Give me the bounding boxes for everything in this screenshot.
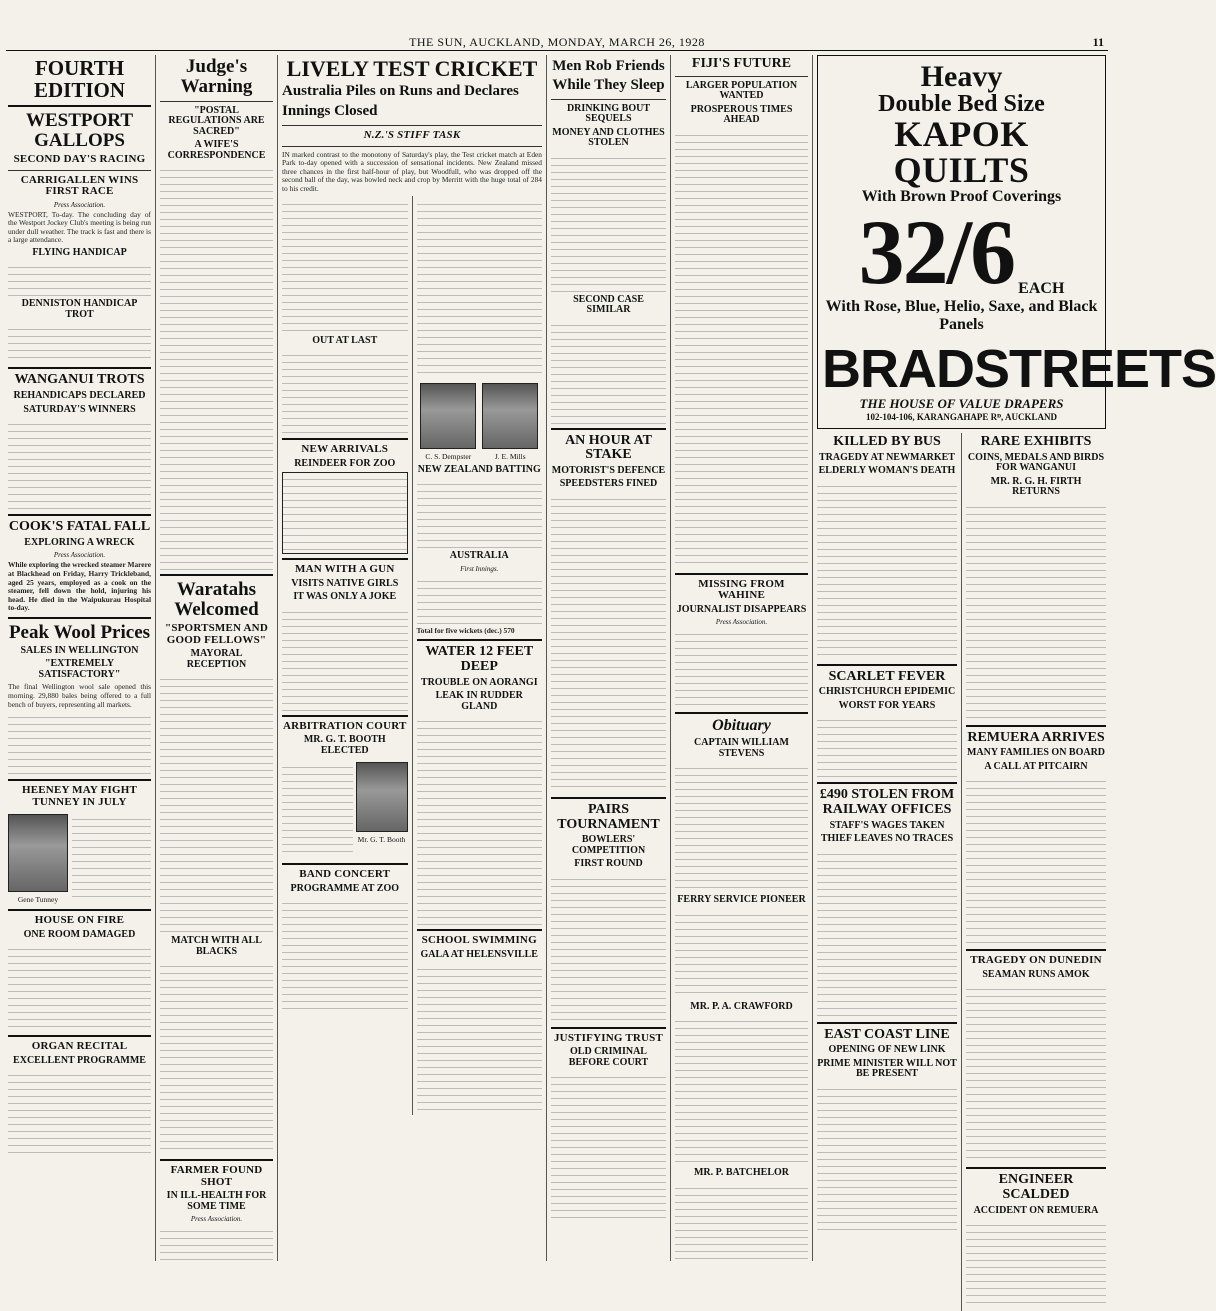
booth-photo [356,762,408,832]
waratahs-headline: Waratahs Welcomed [174,579,259,621]
ad-each: EACH [1018,280,1065,297]
farmer-press: Press Association. [190,1215,243,1224]
nz-batting-text [417,478,543,548]
bus-headline: KILLED BY BUS [833,434,941,449]
fiji-sub2: PROSPEROUS TIMES AHEAD [690,103,793,126]
cricket-col-b [417,198,543,378]
page-number: 11 [1092,35,1104,49]
dunedin-sub: SEAMAN RUNS AMOK [982,968,1090,980]
remuera-text [966,775,1106,945]
arrivals-sub: REINDEER FOR ZOO [294,457,396,469]
stolen-sub2: THIEF LEAVES NO TRACES [820,833,954,845]
remuera-headline: REMUERA ARRIVES [967,729,1105,745]
westport-press: Press Association. [53,200,106,209]
column-5 [671,55,813,1261]
scorecard [417,575,543,625]
column-3 [278,55,546,1261]
scarlet-sub2: WORST FOR YEARS [838,699,936,711]
first-innings: First Innings. [460,564,499,573]
judge-text [160,164,273,570]
stolen-sub: STAFF'S WAGES TAKEN [829,819,945,831]
pairs-sub: BOWLERS' COMPETITION [571,834,646,856]
remuera-sub2: A CALL AT PITCAIRN [984,760,1088,772]
hour-sub: MOTORIST'S DEFENCE [551,464,666,476]
wanganui-sub: REHANDICAPS DECLARED [13,390,146,402]
hour-sub2: SPEEDSTERS FINED [559,478,658,490]
bus-sub: TRAGEDY AT NEWMARKET [819,451,955,463]
dempster-photo [420,383,476,449]
wool-text: The final Wellington wool sale opened this morning. 29,880 bales being offered to a full bench of buyers, representing all markets. [8,682,151,709]
trust-text [551,1071,666,1221]
crawford-sub: MR. P. A. CRAWFORD [690,1000,793,1012]
house-headline: HOUSE ON FIRE [34,914,125,927]
eastcoast-headline: EAST COAST LINE [824,1026,950,1042]
column-4 [546,55,671,1261]
wool-sub: SALES IN WELLINGTON [20,644,139,656]
school-headline: SCHOOL SWIMMING [421,934,537,947]
robbers-sub2: MONEY AND CLOTHES STOLEN [552,126,665,148]
engineer-headline: ENGINEER SCALDED [998,1172,1074,1203]
trot-results-text [8,323,151,363]
cook-press: Press Association. [53,551,106,560]
exhibits-sub2: MR. R. G. H. FIRTH RETURNS [990,475,1082,498]
heeney-headline: HEENEY MAY FIGHT TUNNEY IN JULY [21,784,138,808]
fiji-text [675,129,808,569]
engineer-sub: ACCIDENT ON REMUERA [973,1204,1099,1216]
ad-slogan: THE HOUSE OF VALUE DRAPERS [859,396,1064,411]
hour-text [551,493,666,793]
wanganui-sub2: SATURDAY'S WINNERS [23,403,136,415]
pairs-text [551,873,666,1023]
organ-sub: EXCELLENT PROGRAMME [13,1054,146,1066]
westport-text: WESTPORT, To-day. The concluding day of the Westport Jockey Club's meeting is being run under dull weather. The track is fast and there is a large attendance. [8,209,151,245]
robbers-sub: DRINKING BOUT SEQUELS [566,102,651,124]
cricket-deck: Australia Piles on Runs and Declares Innings Closed [282,83,519,119]
ferry-sub: FERRY SERVICE PIONEER [677,894,806,906]
exhibits-text [966,501,1106,721]
bus-text [817,480,957,660]
judge-sub2: A WIFE'S CORRESPONDENCE [167,139,266,161]
ferry-text [675,909,808,999]
exhibits-headline: RARE EXHIBITS [980,434,1092,449]
stevens-sub: CAPTAIN WILLIAM STEVENS [694,737,789,759]
cook-sub: EXPLORING A WRECK [24,536,135,548]
ad-size: Double Bed Size [878,91,1045,117]
wool-text-more [8,711,151,775]
scarlet-headline: SCARLET FEVER [828,668,946,684]
australia-head: AUSTRALIA [449,550,509,562]
masthead [6,35,1108,51]
arrivals-text [282,472,408,554]
cricket-sub: N.Z.'S STIFF TASK [363,129,461,142]
hour-headline: AN HOUR AT STAKE [565,432,652,463]
all-blacks-text [160,960,273,1155]
trust-sub: OLD CRIMINAL BEFORE COURT [568,1046,649,1068]
organ-headline: ORGAN RECITAL [31,1040,128,1053]
gun-headline: MAN WITH A GUN [295,563,395,576]
house-text [8,943,151,1031]
gun-text [282,606,408,711]
column-6 [813,55,1216,1261]
westport-headline: WESTPORT GALLOPS [25,110,134,152]
school-text [417,963,543,1113]
wahine-press: Press Association. [715,618,768,627]
farmer-text [160,1225,273,1265]
edition-heading: FOURTH EDITION [33,56,126,103]
robbers-headline: Men Rob Friends While They Sleep [552,58,665,93]
column-1 [4,55,156,1261]
stolen-text [817,848,957,1018]
school-sub: GALA AT HELENSVILLE [420,948,538,960]
robbers-text [551,152,666,292]
water-headline: WATER 12 FEET DEEP [425,644,534,674]
stevens-text [675,762,808,892]
pairs-headline: PAIRS TOURNAMENT [557,801,660,832]
mills-photo [482,383,538,449]
scarlet-sub: CHRISTCHURCH EPIDEMIC [818,686,956,698]
denniston-trot: DENNISTON HANDICAP TROT [21,298,138,320]
westport-sub: SECOND DAY'S RACING [13,152,146,165]
mills-caption: J. E. Mills [494,451,526,461]
engineer-text [966,1219,1106,1309]
all-blacks-subhead: MATCH WITH ALL BLACKS [171,935,262,957]
bus-sub2: ELDERLY WOMAN'S DEATH [818,465,956,477]
judge-headline: Judge's Warning [180,56,253,97]
gun-sub: VISITS NATIVE GIRLS [291,577,399,589]
second-case-text [551,319,666,424]
waratahs-sub: "SPORTSMEN AND GOOD FELLOWS" [165,622,268,646]
wahine-sub: JOURNALIST DISAPPEARS [676,603,807,615]
booth-caption: Mr. G. T. Booth [357,835,406,845]
wanganui-headline: WANGANUI TROTS [14,372,145,388]
wool-headline: Peak Wool Prices [8,621,151,643]
wool-sub2: "EXTREMELY SATISFACTORY" [38,658,121,680]
dempster-caption: C. S. Dempster [425,451,472,461]
masthead-title: THE SUN, AUCKLAND, MONDAY, MARCH 26, 1928 [409,35,705,49]
ad-heavy: Heavy [920,60,1003,93]
column-2 [156,55,278,1261]
batchelor-sub: MR. P. BATCHELOR [693,1167,789,1179]
cricket-col-a2 [282,349,408,434]
waratahs-sub2: MAYORAL RECEPTION [186,648,247,670]
tunney-caption: Gene Tunney [17,895,59,905]
arbitration-headline: ARBITRATION COURT [282,719,407,732]
remuera-sub: MANY FAMILIES ON BOARD [966,747,1106,759]
heeney-text [72,813,151,903]
kapok-quilts-ad [817,55,1216,429]
farmer-headline: FARMER FOUND SHOT [170,1164,263,1188]
exhibits-sub: COINS, MEDALS AND BIRDS FOR WANGANUI [967,451,1105,474]
organ-text [8,1069,151,1159]
fiji-headline: FIJI'S FUTURE [691,56,792,71]
farmer-sub: IN ILL-HEALTH FOR SOME TIME [166,1190,267,1212]
water-text [417,715,543,925]
dunedin-text [966,983,1106,1163]
eastcoast-text [817,1083,957,1233]
batchelor-text [675,1182,808,1262]
flying-handicap: FLYING HANDICAP [32,246,127,258]
out-at-last: OUT AT LAST [312,334,378,346]
westport-sub2: CARRIGALLEN WINS FIRST RACE [20,173,139,198]
cook-headline: COOK'S FATAL FALL [8,519,151,535]
water-sub: TROUBLE ON AORANGI [420,676,538,688]
band-headline: BAND CONCERT [299,868,391,881]
band-text [282,897,408,1009]
eastcoast-sub: OPENING OF NEW LINK [828,1044,946,1056]
arbitration-sub: MR. G. T. BOOTH ELECTED [303,734,386,756]
race-results-text [8,261,151,296]
arrivals-headline: NEW ARRIVALS [301,443,389,456]
band-sub: PROGRAMME AT ZOO [290,882,400,894]
tunney-photo [8,814,68,892]
pairs-first: FIRST ROUND [574,858,643,870]
scarlet-text [817,714,957,778]
ad-address: 102-104-106, KARANGAHAPE Rᴰ, AUCKLAND [865,412,1058,422]
fiji-sub: LARGER POPULATION WANTED [685,79,798,102]
ad-price: 32/6 [858,201,1015,303]
water-sub2: LEAK IN RUDDER GLAND [435,690,523,712]
house-sub: ONE ROOM DAMAGED [23,928,136,940]
second-case: SECOND CASE SIMILAR [573,293,644,315]
wahine-text [675,628,808,708]
cricket-headline: LIVELY TEST CRICKET [286,56,538,81]
wanganui-text [8,418,151,510]
ad-coverings: With Brown Proof Coverings [861,188,1062,205]
crawford-text [675,1015,808,1165]
gun-sub2: IT WAS ONLY A JOKE [293,591,397,603]
stolen-headline: £490 STOLEN FROM RAILWAY OFFICES [819,787,955,818]
trust-headline: JUSTIFYING TRUST [553,1031,664,1044]
cricket-lead: IN marked contrast to the monotony of Saturday's play, the Test cricket match at Eden Park to-day opened with a succession of sensational incidents. New Zealand missed three chances in the first half-hour of play, but Woodfull, who was dropped off the second ball of the day, was bowled neck and crop by Merritt with the huge total of 284 to his credit. [282,149,542,194]
ad-product: KAPOK QUILTS [893,114,1030,190]
ad-panels: With Rose, Blue, Helio, Saxe, and Black Panels [825,298,1098,333]
ad-brand: BRADSTREETS [822,339,1216,399]
arbitration-text [282,761,353,857]
cricket-col-a [282,198,408,333]
total-line: Total for five wickets (dec.) 570 [416,625,515,635]
cook-text: While exploring the wrecked steamer Marere at Blackhead on Friday, Harry Trickleband, aged 25 years, employed as a cook on the steamer, fell down the hold, injuring his head. He died in the Waipukurau Hospital to-day. [8,560,151,613]
judge-sub: "POSTAL REGULATIONS ARE SACRED" [168,104,265,137]
eastcoast-sub2: PRIME MINISTER WILL NOT BE PRESENT [817,1057,957,1080]
obituary-headline: Obituary [712,717,771,735]
nz-batting-head: NEW ZEALAND BATTING [417,463,541,475]
waratahs-text [160,673,273,933]
wahine-headline: MISSING FROM WAHINE [698,577,785,602]
dunedin-headline: TRAGEDY ON DUNEDIN [970,954,1102,967]
